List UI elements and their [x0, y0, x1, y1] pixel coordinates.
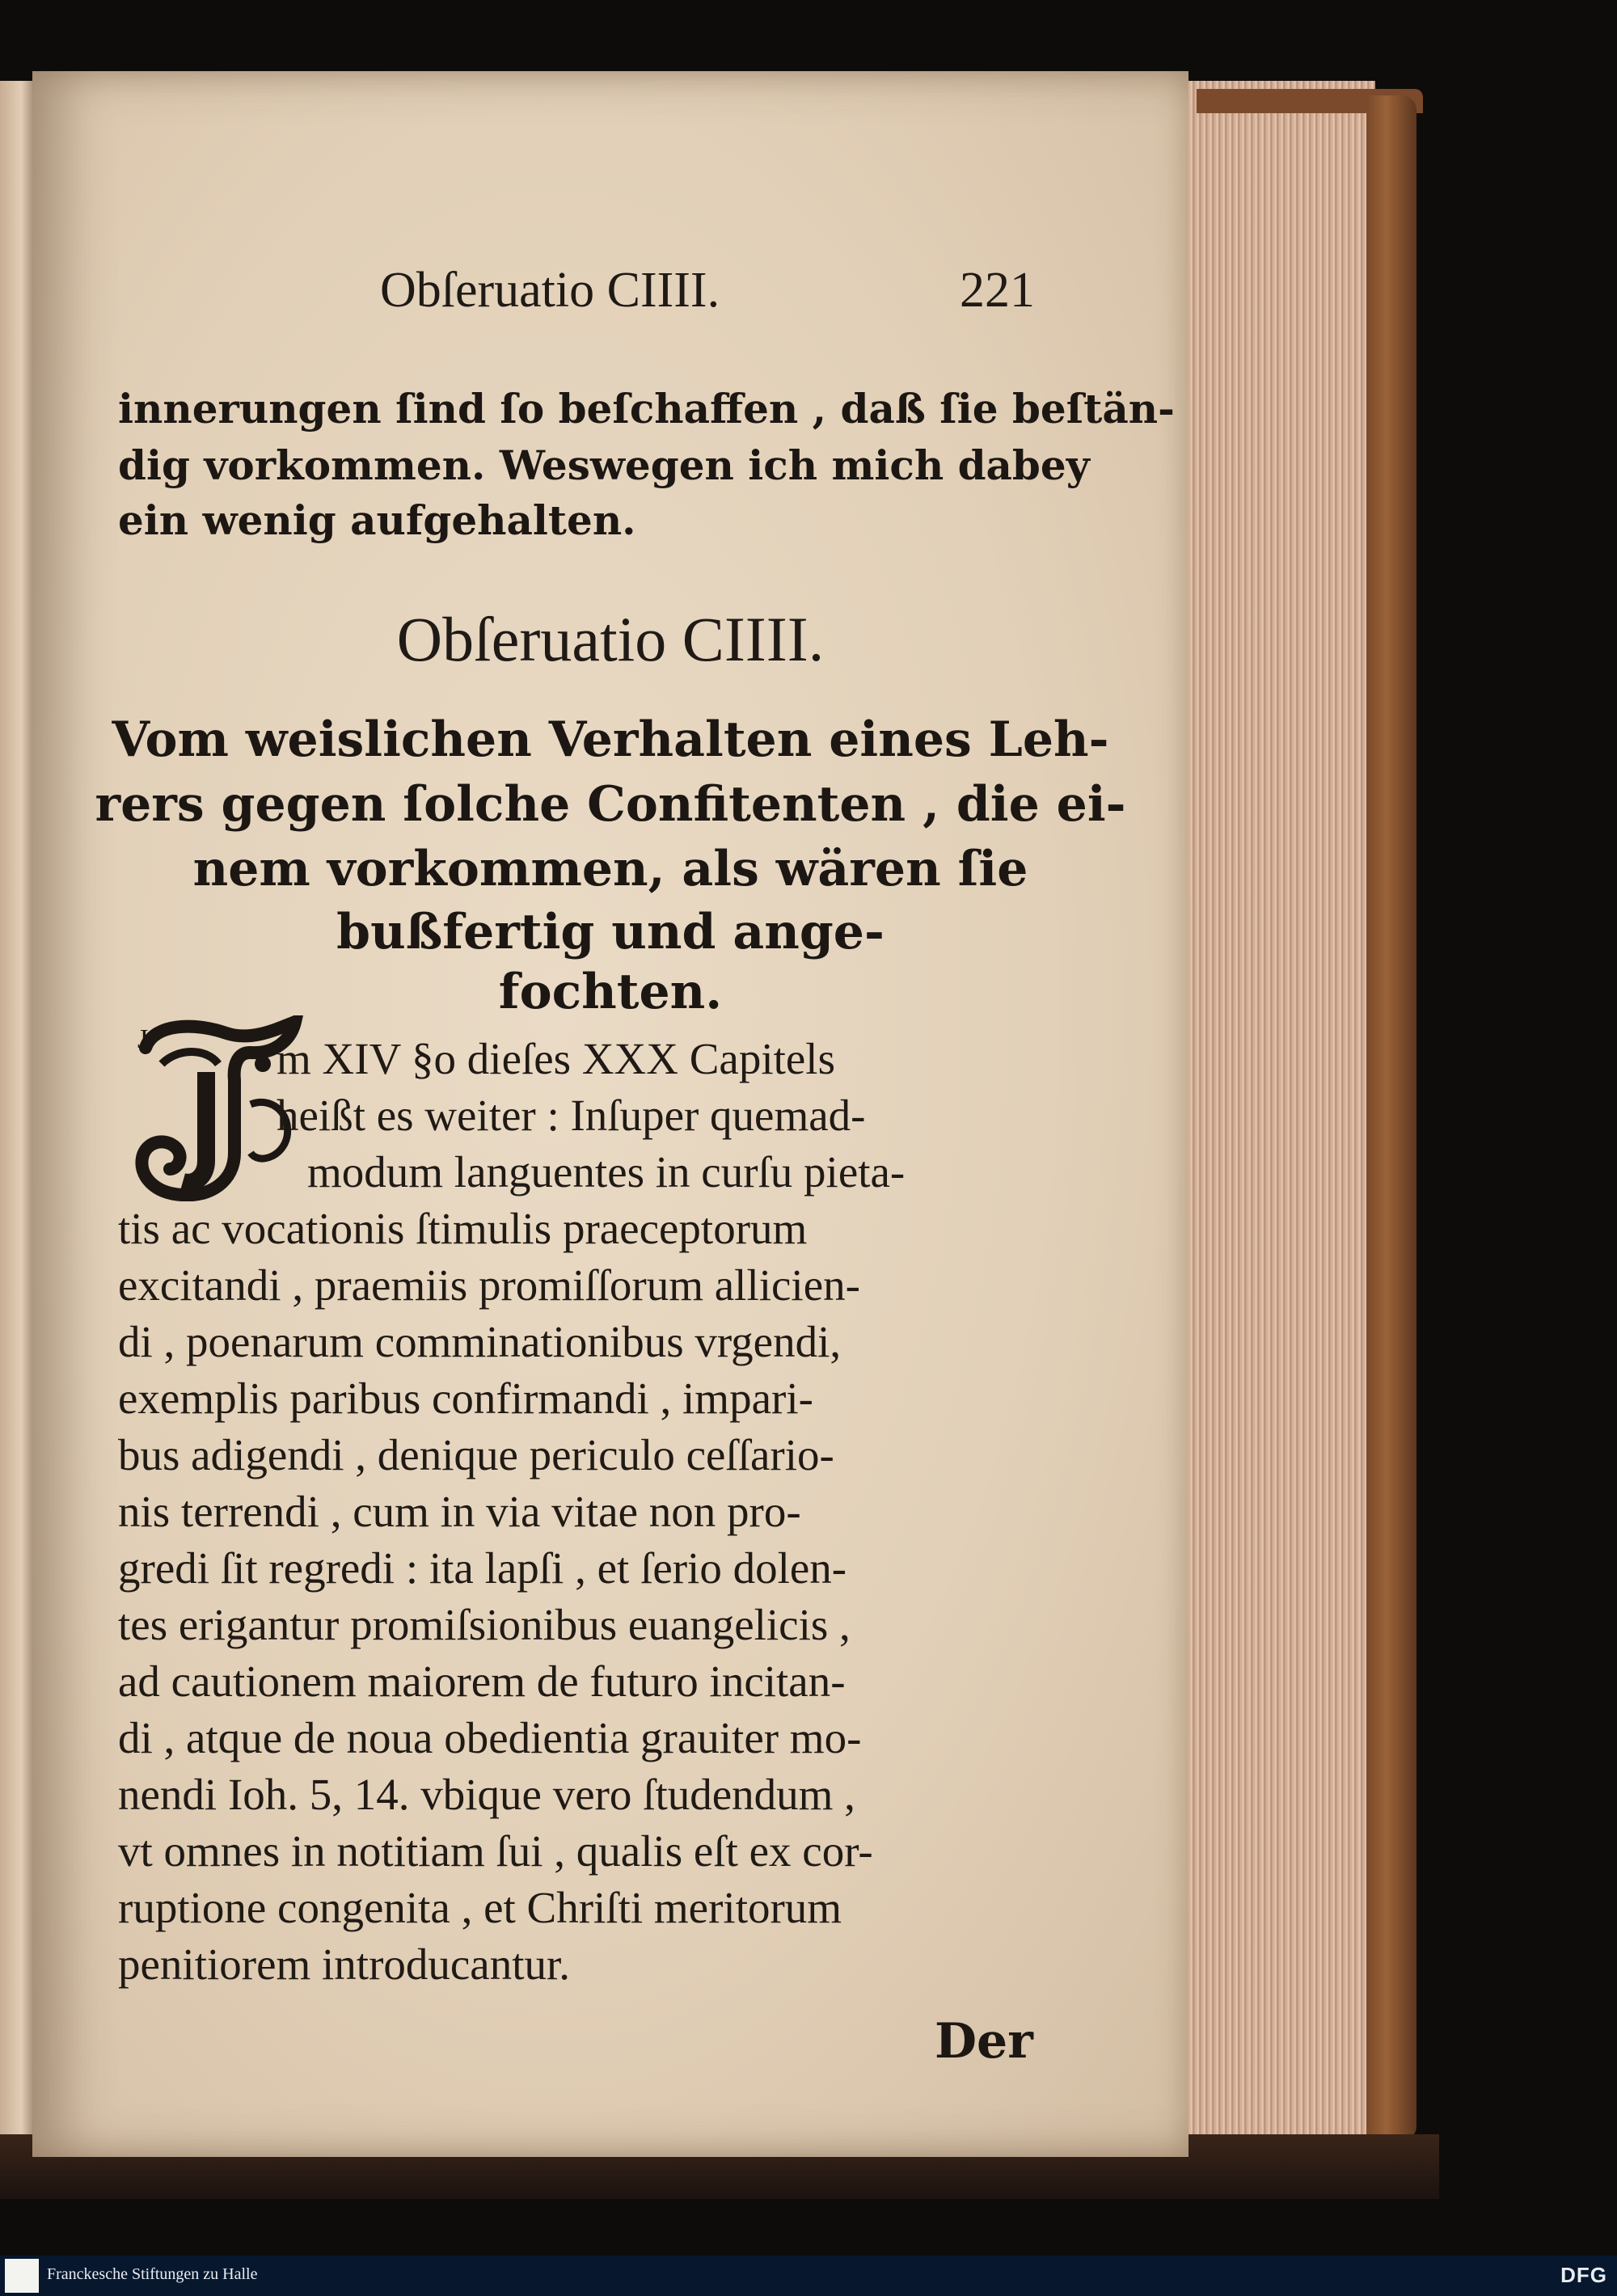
body-line: excitandi , praemiis promiſſorum allicien-: [118, 1260, 860, 1310]
body-line: modum languentes in curſu pieta-: [307, 1147, 906, 1197]
body-line: tes erigantur promiſsionibus euangelicis ,: [118, 1600, 851, 1649]
body-line: vt omnes in notitiam ſui , qualis eſt ex cor-: [118, 1826, 873, 1876]
body-line: exemplis paribus confirmandi , impari-: [118, 1374, 813, 1423]
body-line: m XIV §o dieſes XXX Capitels: [277, 1034, 835, 1083]
drop-initial-letter: J: [137, 1024, 149, 1054]
subtitle-line: bußfertig und ange-: [336, 904, 884, 960]
page: [32, 71, 1188, 2157]
body-line: tis ac vocationis ſtimulis praeceptorum: [118, 1204, 808, 1253]
intro-line: innerungen ſind ſo beſchaffen , daß ſie beſtän-: [118, 385, 1175, 433]
section-heading: Obſeruatio CIIII.: [396, 604, 825, 674]
body-line: heißt es weiter : Inſuper quemad-: [277, 1091, 866, 1140]
viewer-footer: [0, 2256, 1617, 2296]
body-line: bus adigendi , denique periculo ceſſario-: [118, 1430, 834, 1479]
catchword: Der: [935, 2013, 1033, 2070]
body-line: di , atque de noua obedientia grauiter mo-: [118, 1713, 862, 1762]
subtitle-line: fochten.: [498, 964, 723, 1020]
body-line: ad cautionem maiorem de futuro incitan-: [118, 1657, 846, 1706]
subtitle-line: Vom weislichen Verhalten eines Leh-: [112, 711, 1109, 768]
body-line: penitiorem introducantur.: [118, 1939, 571, 1989]
page-header: [380, 262, 1035, 327]
funder-logo: DFG: [1560, 2263, 1607, 2287]
body-line: nendi Ioh. 5, 14. vbique vero ſtudendum ,: [118, 1770, 855, 1819]
body-line: gredi ſit regredi : ita lapſi , et ſerio dolen-: [118, 1543, 847, 1593]
body-line: ruptione congenita , et Chriſti meritorum: [118, 1883, 842, 1932]
intro-line: dig vorkommen. Weswegen ich mich dabey: [118, 441, 1090, 489]
body-line: di , poenarum comminationibus vrgendi,: [118, 1317, 842, 1366]
page-number: 221: [960, 263, 1035, 318]
body-line: nis terrendi , cum in via vitae non pro-: [118, 1487, 801, 1536]
subtitle-line: rers gegen ſolche Confitenten , die ei-: [95, 776, 1126, 833]
intro-line: ein wenig aufgehalten.: [118, 496, 636, 544]
book-cover-edge: [1366, 95, 1416, 2141]
institution-logo-icon: [5, 2259, 39, 2293]
subtitle-line: nem vorkommen, als wären ſie: [192, 841, 1028, 897]
institution-label: Franckesche Stiftungen zu Halle: [47, 2265, 258, 2283]
running-title: Obſeruatio CIIII.: [380, 263, 720, 318]
